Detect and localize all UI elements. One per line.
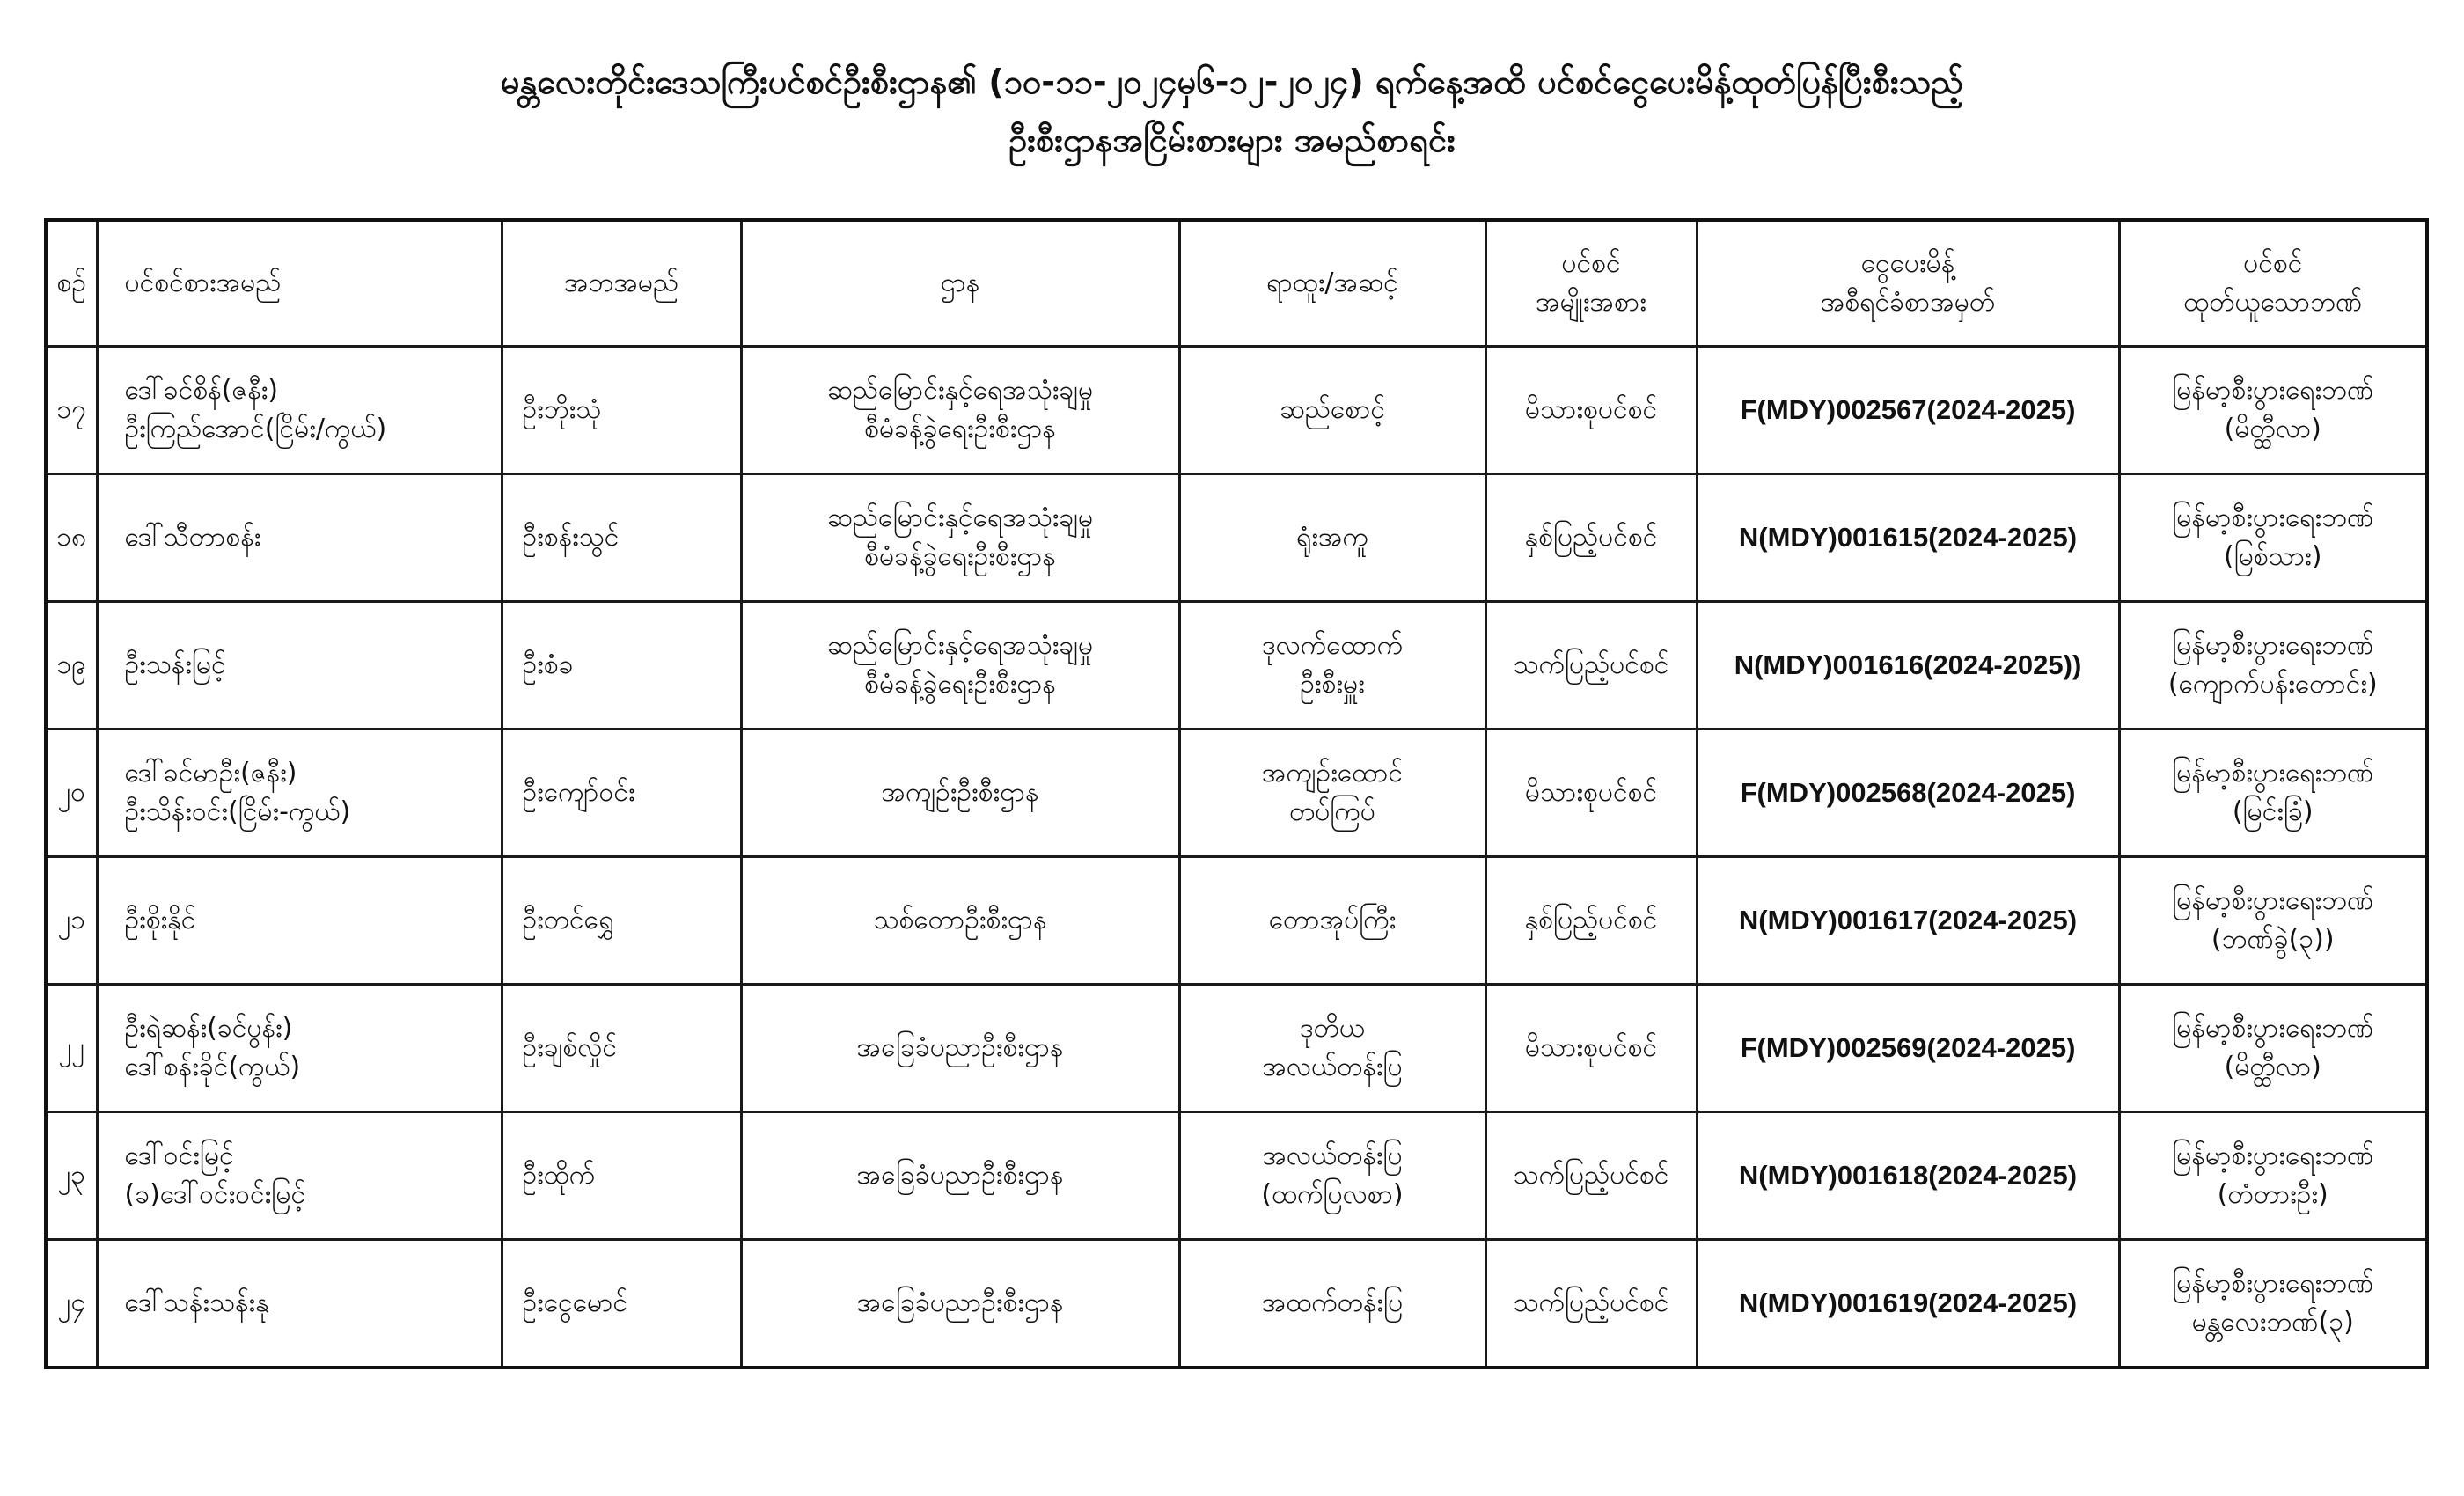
paying-bank: မြန်မာ့စီးပွားရေးဘဏ် xyxy=(2172,758,2374,788)
pension-type-cell xyxy=(1485,985,1697,1112)
father-name: ဦးငွေမောင် xyxy=(522,1287,628,1318)
paying-bank: မြန်မာ့စီးပွားရေးဘဏ် xyxy=(2172,1268,2374,1299)
row-number: ၂၀ xyxy=(57,777,86,808)
father-name-cell xyxy=(502,857,741,985)
paying-bank-cell xyxy=(2119,1240,2427,1368)
father-name-cell xyxy=(502,985,741,1112)
row-number: ၂၂ xyxy=(58,1032,84,1063)
rank-line-2: (ထက်ပြလစာ) xyxy=(1261,1179,1404,1210)
rank-cell xyxy=(1179,730,1485,857)
table-row xyxy=(46,347,2427,474)
pensioner-name-cell xyxy=(97,602,502,730)
paying-bank-cell xyxy=(2119,347,2427,474)
header-pension-type-line-2: အမျိုးအစား xyxy=(1536,287,1646,318)
header-pensioner-name: ပင်စင်စားအမည် xyxy=(97,220,502,347)
paying-bank-branch: (တံတားဦး) xyxy=(2217,1179,2328,1210)
paying-bank-cell xyxy=(2119,602,2427,730)
row-number-cell xyxy=(46,730,97,857)
paying-bank-cell xyxy=(2119,1112,2427,1240)
pensioner-name-cell xyxy=(97,347,502,474)
permit-number: N(MDY)001615(2024-2025) xyxy=(1738,522,2078,553)
rank: ဒုလက်ထောက် xyxy=(1261,630,1404,661)
pension-table-wrapper xyxy=(44,218,2425,1369)
pension-type-cell xyxy=(1485,730,1697,857)
pension-type: နှစ်ပြည့်ပင်စင် xyxy=(1524,522,1658,553)
rank-line-2: အလယ်တန်းပြ xyxy=(1262,1052,1403,1082)
pensioner-name: ဦးသန်းမြင့် xyxy=(124,649,226,680)
header-rank: ရာထူး/အဆင့် xyxy=(1179,220,1485,347)
paying-bank-branch: (မိတ္ထီလာ) xyxy=(2224,414,2321,444)
pensioner-name: ဒေါ်ခင်စိန်(ဇနီး) xyxy=(124,375,279,406)
header-permit-line-2: အစီရင်ခံစာအမှတ် xyxy=(1820,287,1996,318)
pensioner-name-line-2: (ခ)ဒေါ်ဝင်းဝင်းမြင့် xyxy=(124,1179,306,1210)
permit-number-cell xyxy=(1697,474,2119,602)
father-name-cell xyxy=(502,1112,741,1240)
permit-number: N(MDY)001617(2024-2025) xyxy=(1738,905,2078,935)
pension-type: သက်ပြည့်ပင်စင် xyxy=(1513,1160,1669,1191)
father-name: ဦးထိုက် xyxy=(522,1160,596,1191)
table-row xyxy=(46,1112,2427,1240)
father-name-cell xyxy=(502,347,741,474)
table-row xyxy=(46,857,2427,985)
father-name: ဦးချစ်လှိုင် xyxy=(522,1032,618,1063)
title-block xyxy=(0,53,2464,169)
header-no: စဉ် xyxy=(46,220,97,347)
pensioner-name: ဦးရဲဆန်း(ခင်ပွန်း) xyxy=(124,1013,293,1044)
pensioner-name: ဦးစိုးနိုင် xyxy=(124,905,196,935)
paying-bank: မြန်မာ့စီးပွားရေးဘဏ် xyxy=(2172,375,2374,406)
table-row xyxy=(46,602,2427,730)
pension-table xyxy=(44,218,2429,1369)
pension-type: သက်ပြည့်ပင်စင် xyxy=(1513,649,1669,680)
table-header-row xyxy=(46,220,2427,347)
permit-number: N(MDY)001619(2024-2025) xyxy=(1738,1287,2078,1318)
permit-number-cell xyxy=(1697,730,2119,857)
department-cell xyxy=(741,857,1179,985)
table-row xyxy=(46,474,2427,602)
rank: အကျဉ်းထောင် xyxy=(1261,758,1404,788)
department: အကျဉ်းဦးစီးဌာန xyxy=(881,777,1039,808)
paying-bank: မြန်မာ့စီးပွားရေးဘဏ် xyxy=(2172,1140,2374,1171)
pensioner-name-line-2: ဦးကြည်အောင်(ငြိမ်း/ကွယ်) xyxy=(124,414,387,444)
rank-line-2: ဦးစီးမှူး xyxy=(1300,669,1365,700)
paying-bank-cell xyxy=(2119,474,2427,602)
department-cell xyxy=(741,730,1179,857)
permit-number-cell xyxy=(1697,1112,2119,1240)
department-cell xyxy=(741,1112,1179,1240)
row-number-cell xyxy=(46,1240,97,1368)
title-line-1: မန္တလေးတိုင်းဒေသကြီးပင်စင်ဦးစီးဌာန၏ (၁၀-၁၁-၂၀၂၄မှ၆-၁၂-၂၀၂၄) ရက်နေ့အထိ ပင်စင်ငွေပေးမိန့်ထုတ်ပြန်ပြီးစီးသည့် xyxy=(500,62,1964,101)
father-name: ဦးဘိုးသုံ xyxy=(522,394,602,425)
department-line-2: စီမံခန့်ခွဲရေးဦးစီးဌာန xyxy=(864,414,1056,444)
pensioner-name: ဒေါ်ဝင်းမြင့် xyxy=(124,1140,234,1171)
permit-number-cell xyxy=(1697,857,2119,985)
department-cell xyxy=(741,474,1179,602)
father-name-cell xyxy=(502,1240,741,1368)
header-pension-type xyxy=(1485,220,1697,347)
title-line-2: ဦးစီးဌာနအငြိမ်းစားများ အမည်စာရင်း xyxy=(1008,121,1456,159)
header-bank-line-2: ထုတ်ယူသောဘဏ် xyxy=(2183,287,2363,318)
header-permit-line-1: ငွေပေးမိန့် xyxy=(1860,248,1955,279)
table-row xyxy=(46,730,2427,857)
row-number: ၂၄ xyxy=(57,1287,86,1318)
row-number-cell xyxy=(46,602,97,730)
row-number: ၂၁ xyxy=(57,905,86,935)
pensioner-name-cell xyxy=(97,730,502,857)
pensioner-name-cell xyxy=(97,1112,502,1240)
rank-cell xyxy=(1179,602,1485,730)
table-body xyxy=(46,347,2427,1368)
permit-number: F(MDY)002568(2024-2025) xyxy=(1740,777,2076,808)
table-row xyxy=(46,1240,2427,1368)
department-cell xyxy=(741,347,1179,474)
pensioner-name-cell xyxy=(97,1240,502,1368)
pension-type: မိသားစုပင်စင် xyxy=(1524,1032,1658,1063)
table-row xyxy=(46,985,2427,1112)
pension-type-cell xyxy=(1485,474,1697,602)
department: ဆည်မြောင်းနှင့်ရေအသုံးချမှု xyxy=(826,375,1094,406)
department: အခြေခံပညာဦးစီးဌာန xyxy=(856,1287,1064,1318)
row-number-cell xyxy=(46,347,97,474)
row-number-cell xyxy=(46,857,97,985)
rank: တောအုပ်ကြီး xyxy=(1268,905,1397,935)
paying-bank: မြန်မာ့စီးပွားရေးဘဏ် xyxy=(2172,1013,2374,1044)
pension-type-cell xyxy=(1485,1240,1697,1368)
pensioner-name-cell xyxy=(97,474,502,602)
row-number-cell xyxy=(46,985,97,1112)
father-name-cell xyxy=(502,730,741,857)
header-permit-number xyxy=(1697,220,2119,347)
row-number: ၁၇ xyxy=(56,394,87,425)
rank-line-2: တပ်ကြပ် xyxy=(1289,796,1375,827)
pension-type: မိသားစုပင်စင် xyxy=(1524,777,1658,808)
paying-bank-branch: (မြစ်သား) xyxy=(2224,541,2322,572)
paying-bank-cell xyxy=(2119,857,2427,985)
rank-cell xyxy=(1179,857,1485,985)
row-number-cell xyxy=(46,1112,97,1240)
pensioner-name-cell xyxy=(97,985,502,1112)
row-number-cell xyxy=(46,474,97,602)
rank-cell xyxy=(1179,1240,1485,1368)
pension-type-cell xyxy=(1485,602,1697,730)
department-cell xyxy=(741,1240,1179,1368)
header-bank-line-1: ပင်စင် xyxy=(2243,248,2303,279)
father-name: ဦးစန်းသွင် xyxy=(522,522,620,553)
paying-bank-branch: (မိတ္ထီလာ) xyxy=(2224,1052,2321,1082)
pensioner-name: ဒေါ်ခင်မာဦး(ဇနီး) xyxy=(124,758,297,788)
rank: အလယ်တန်းပြ xyxy=(1262,1140,1403,1171)
pension-type: သက်ပြည့်ပင်စင် xyxy=(1513,1287,1669,1318)
father-name: ဦးတင်ရွှေ xyxy=(522,905,614,935)
department-cell xyxy=(741,985,1179,1112)
permit-number-cell xyxy=(1697,347,2119,474)
rank-cell xyxy=(1179,985,1485,1112)
rank: အထက်တန်းပြ xyxy=(1261,1287,1404,1318)
pensioner-name-line-2: ဦးသိန်းဝင်း(ငြိမ်း-ကွယ်) xyxy=(124,796,351,827)
rank-cell xyxy=(1179,347,1485,474)
paying-bank-branch: (မြင်းခြံ) xyxy=(2232,796,2314,827)
pension-type: နှစ်ပြည့်ပင်စင် xyxy=(1524,905,1658,935)
pension-type-cell xyxy=(1485,857,1697,985)
paying-bank-cell xyxy=(2119,985,2427,1112)
rank-cell xyxy=(1179,1112,1485,1240)
rank: ဆည်စောင့် xyxy=(1279,394,1386,425)
permit-number: N(MDY)001616(2024-2025)) xyxy=(1734,649,2082,680)
row-number: ၁၉ xyxy=(56,649,87,680)
department: ဆည်မြောင်းနှင့်ရေအသုံးချမှု xyxy=(826,630,1094,661)
father-name-cell xyxy=(502,602,741,730)
permit-number: F(MDY)002569(2024-2025) xyxy=(1740,1032,2076,1063)
permit-number: F(MDY)002567(2024-2025) xyxy=(1740,394,2076,425)
header-father-name: အဘအမည် xyxy=(502,220,741,347)
header-paying-bank xyxy=(2119,220,2427,347)
permit-number-cell xyxy=(1697,1240,2119,1368)
department: အခြေခံပညာဦးစီးဌာန xyxy=(856,1160,1064,1191)
pensioner-name: ဒေါ်သန်းသန်းနု xyxy=(124,1287,269,1318)
paying-bank-branch: (ဘဏ်ခွဲ(၃)) xyxy=(2211,924,2335,955)
header-department: ဌာန xyxy=(741,220,1179,347)
pensioner-name: ဒေါ်သီတာစန်း xyxy=(124,522,261,553)
department: အခြေခံပညာဦးစီးဌာန xyxy=(856,1032,1064,1063)
permit-number: N(MDY)001618(2024-2025) xyxy=(1738,1160,2078,1191)
row-number: ၁၈ xyxy=(56,522,87,553)
father-name-cell xyxy=(502,474,741,602)
paying-bank-cell xyxy=(2119,730,2427,857)
rank: ဒုတိယ xyxy=(1300,1013,1365,1044)
department-line-2: စီမံခန့်ခွဲရေးဦးစီးဌာန xyxy=(864,669,1056,700)
permit-number-cell xyxy=(1697,602,2119,730)
pension-type-cell xyxy=(1485,1112,1697,1240)
paying-bank-branch: (ကျောက်ပန်းတောင်း) xyxy=(2167,669,2378,700)
row-number: ၂၃ xyxy=(57,1160,86,1191)
pension-type: မိသားစုပင်စင် xyxy=(1524,394,1658,425)
paying-bank-branch: မန္တလေးဘဏ်(၃) xyxy=(2191,1307,2354,1338)
pension-type-cell xyxy=(1485,347,1697,474)
pensioner-name-cell xyxy=(97,857,502,985)
department: သစ်တောဦးစီးဌာန xyxy=(873,905,1047,935)
permit-number-cell xyxy=(1697,985,2119,1112)
department-cell xyxy=(741,602,1179,730)
paying-bank: မြန်မာ့စီးပွားရေးဘဏ် xyxy=(2172,630,2374,661)
father-name: ဦးကျော်ဝင်း xyxy=(522,777,635,808)
header-pension-type-line-1: ပင်စင် xyxy=(1561,248,1621,279)
rank-cell xyxy=(1179,474,1485,602)
father-name: ဦးစံခ xyxy=(522,649,574,680)
pensioner-name-line-2: ဒေါ်စန်းခိုင်(ကွယ်) xyxy=(124,1052,301,1082)
paying-bank: မြန်မာ့စီးပွားရေးဘဏ် xyxy=(2172,502,2374,533)
department: ဆည်မြောင်းနှင့်ရေအသုံးချမှု xyxy=(826,502,1094,533)
department-line-2: စီမံခန့်ခွဲရေးဦးစီးဌာန xyxy=(864,541,1056,572)
paying-bank: မြန်မာ့စီးပွားရေးဘဏ် xyxy=(2172,885,2374,916)
rank: ရုံးအကူ xyxy=(1296,522,1368,553)
